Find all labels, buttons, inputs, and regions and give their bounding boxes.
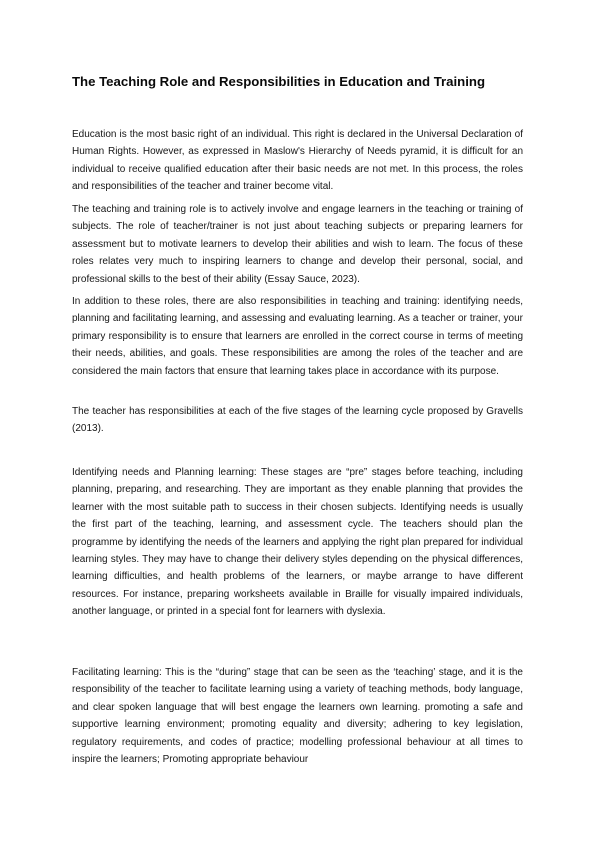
paragraph-learning-cycle: The teacher has responsibilities at each of the five stages of the learning cycle proposed by Gravells (2013).	[72, 406, 523, 435]
paragraph-facilitating-learning: Facilitating learning: This is the “during” stage that can be seen as the ‘teaching’ stage, and it is the responsibility of the teacher to facilitate learning using a variety of teaching methods, body language, and clear spoken language that will best engage the learners own learning. promoting a safe and supportive learning environment; promoting equality and diversity; adhering to key legislation, regulatory requirements, and codes of practice; modelling professional behaviour at all times to inspire the learners; Promoting appropriate behaviour	[72, 667, 523, 766]
document-title: The Teaching Role and Responsibilities in Education and Training	[72, 74, 486, 89]
paragraph-introduction: Education is the most basic right of an individual. This right is declared in the Universal Declaration of Human Rights. However, as expressed in Maslow's Hierarchy of Needs pyramid, it is difficult for an individual to receive qualified education after their basic needs are not met. In this process, the roles and responsibilities of the teacher and trainer become vital.	[72, 129, 523, 193]
paragraph-identifying-planning: Identifying needs and Planning learning: These stages are “pre” stages before teaching, including planning, preparing, and researching. They are important as they enable planning that provides the learner with the most suitable path to success in their chosen subjects. Identifying needs is usually the first part of the teaching, learning, and assessment cycle. The teachers should plan the programme by identifying the needs of the learners and applying the right plan prepared for individual learning styles. They may have to change their delivery styles depending on the physical differences, learning difficulties, and health problems of the learners, or maybe arrange to have different resources. For instance, preparing worksheets available in Braille for visually impaired individuals, another language, or printed in a special font for learners with dyslexia.	[72, 467, 523, 618]
paragraph-responsibilities: In addition to these roles, there are also responsibilities in teaching and training: identifying needs, planning and facilitating learning, and assessing and evaluating learning. As a teacher or trainer, your primary responsibility is to ensure that learners are enrolled in the correct course in terms of meeting their needs, abilities, and goals. These responsibilities are among the roles of the teacher and are considered the main factors that ensure that learning takes place in accordance with its purpose.	[72, 296, 523, 377]
paragraph-teaching-role: The teaching and training role is to actively involve and engage learners in the teaching or training of subjects. The role of teacher/trainer is not just about teaching subjects or preparing learners for assessment but to motivate learners to develop their abilities and wish to learn. The focus of these roles relates very much to inspiring learners to change and develop their personal, social, and professional skills to the best of their ability (Essay Sauce, 2023).	[72, 204, 523, 285]
